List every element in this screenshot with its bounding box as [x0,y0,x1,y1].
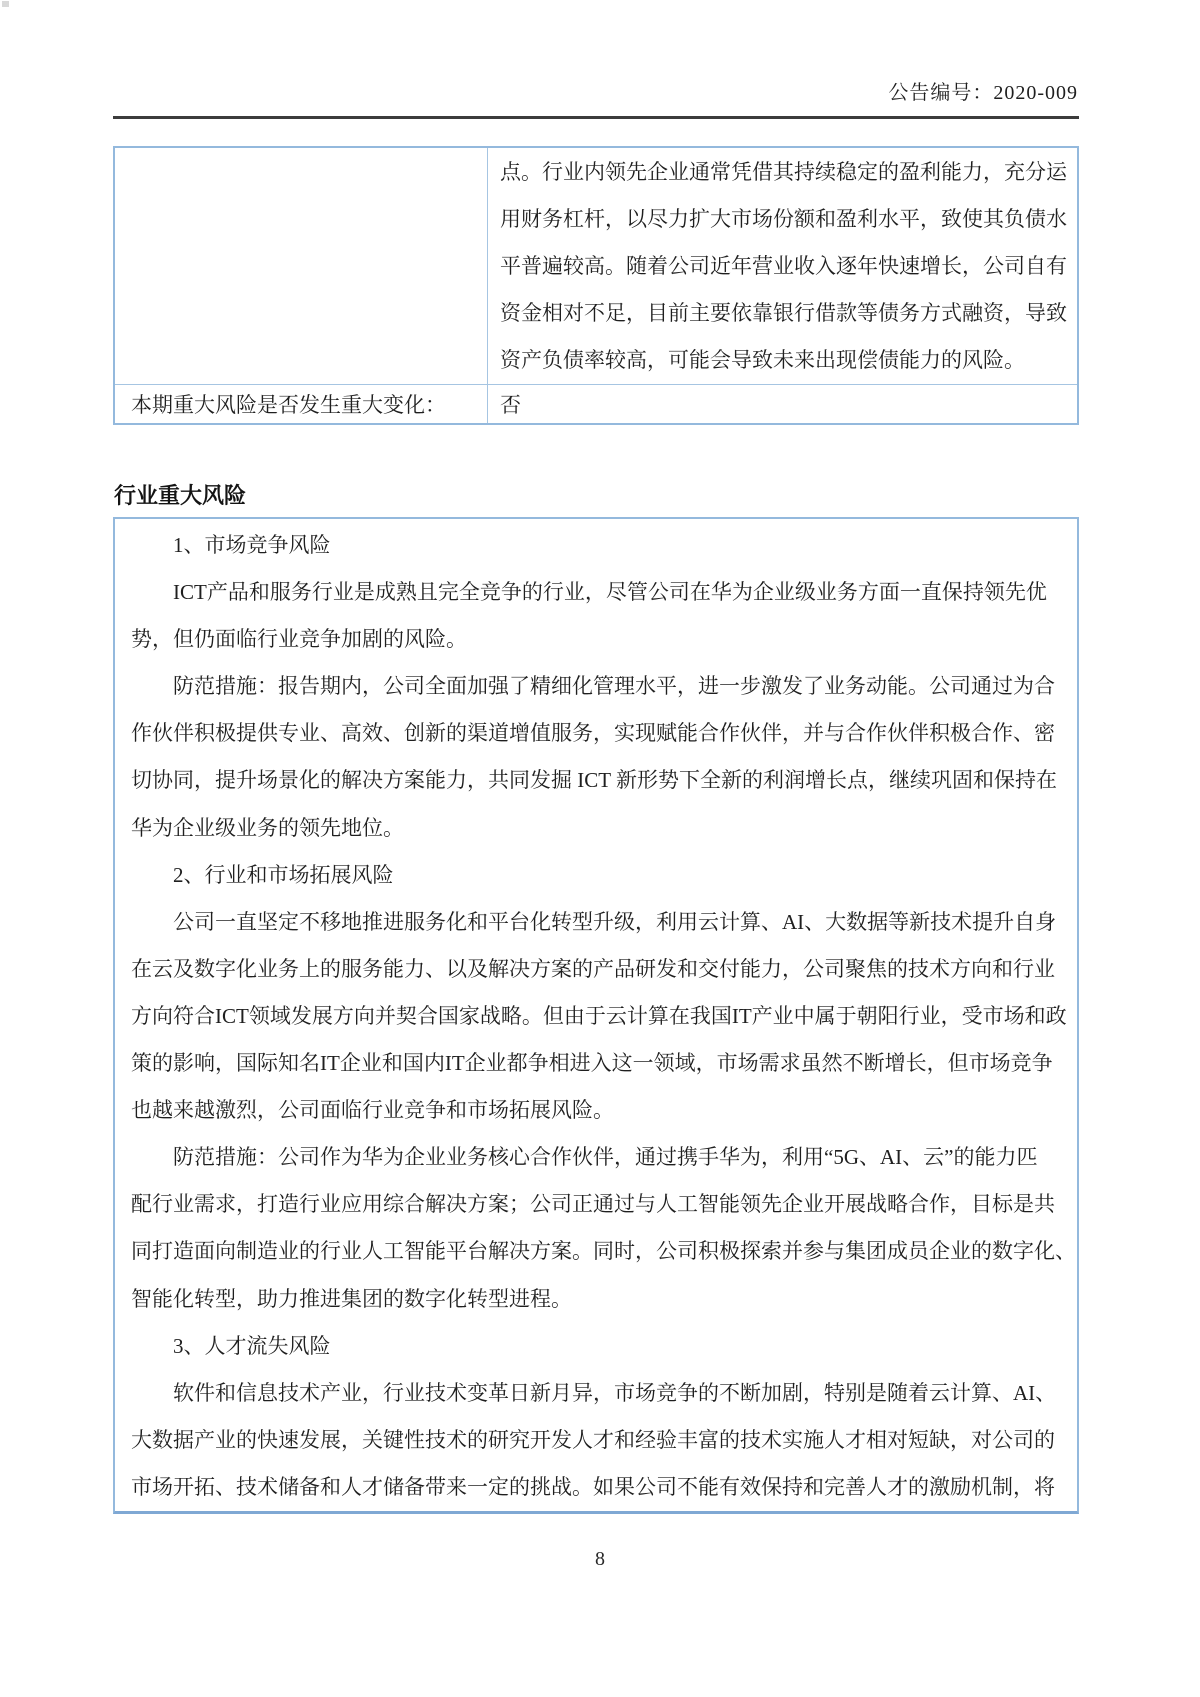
section-title-industry-risk: 行业重大风险 [114,483,247,508]
box-text-line: 防范措施：公司作为华为企业业务核心合作伙伴，通过携手华为，利用“5G、AI、云”的能力匹 [173,1145,1038,1170]
box-text-line: 智能化转型，助力推进集团的数字化转型进程。 [131,1286,572,1311]
table-row-risk-description [115,148,1077,384]
table-row-change-question [115,384,1077,423]
box-text-line: 切协同，提升场景化的解决方案能力，共同发掘 ICT 新形势下全新的利润增长点，继续巩固和保持在 [131,768,1057,793]
table-text-line: 资金相对不足，目前主要依靠银行借款等债务方式融资，导致 [500,301,1067,326]
box-text-line: 软件和信息技术产业，行业技术变革日新月异，市场竞争的不断加剧，特别是随着云计算、AI、 [173,1380,1057,1405]
scan-artifact [2,1,9,7]
table-cell-risk-text [488,148,1079,384]
box-text-line: 在云及数字化业务上的服务能力、以及解决方案的产品研发和交付能力，公司聚焦的技术方向和行业 [131,956,1055,981]
table-cell-empty-label [115,148,488,384]
table-text-line: 点。行业内领先企业通常凭借其持续稳定的盈利能力，充分运 [500,160,1067,184]
table-text-line: 平普遍较高。随着公司近年营业收入逐年快速增长，公司自有 [500,254,1067,279]
doc-number: 公告编号：2020-009 [888,82,1078,104]
table-text-line: 资产负债率较高，可能会导致未来出现偿债能力的风险。 [500,348,1025,373]
box-text-line: 也越来越激烈，公司面临行业竞争和市场拓展风险。 [131,1098,614,1123]
box-text-line: 配行业需求，打造行业应用综合解决方案；公司正通过与人工智能领先企业开展战略合作，目标是共 [131,1192,1055,1217]
box-subheading: 1、市场竞争风险 [173,533,331,557]
table-text-line: 用财务杠杆，以尽力扩大市场份额和盈利水平，致使其负债水 [500,207,1067,232]
table-cell-change-label: 本期重大风险是否发生重大变化： [115,385,488,423]
box-text-line: 作伙伴积极提供专业、高效、创新的渠道增值服务，实现赋能合作伙伴，并与合作伙伴积极合作、密 [131,721,1055,746]
box-subheading: 2、行业和市场拓展风险 [173,862,394,887]
box-text-line: 防范措施：报告期内，公司全面加强了精细化管理水平，进一步激发了业务动能。公司通过为合 [173,674,1055,699]
box-text-line: 华为企业级业务的领先地位。 [131,815,404,840]
box-text-line: 市场开拓、技术储备和人才储备带来一定的挑战。如果公司不能有效保持和完善人才的激励机制，将 [131,1474,1055,1499]
box-text-line: 方向符合ICT领域发展方向并契合国家战略。但由于云计算在我国IT产业中属于朝阳行业，受市场和政 [131,1003,1067,1028]
page-number: 8 [595,1548,605,1570]
industry-risk-box [113,517,1079,1514]
risk-table [113,146,1079,425]
box-text-line: ICT产品和服务行业是成熟且完全竞争的行业，尽管公司在华为企业级业务方面一直保持领先优 [173,580,1047,605]
box-subheading: 3、人才流失风险 [173,1333,331,1358]
table-cell-change-value: 否 [500,393,521,418]
header-rule [113,116,1079,119]
box-text-line: 策的影响，国际知名IT企业和国内IT企业都争相进入这一领域，市场需求虽然不断增长，但市场竞争 [131,1051,1053,1076]
box-text-line: 公司一直坚定不移地推进服务化和平台化转型升级，利用云计算、AI、大数据等新技术提升自身 [173,909,1057,934]
box-text-line: 大数据产业的快速发展，关键性技术的研究开发人才和经验丰富的技术实施人才相对短缺，对公司的 [131,1427,1055,1452]
box-text-line: 势，但仍面临行业竞争加剧的风险。 [131,627,467,652]
box-text-line: 同打造面向制造业的行业人工智能平台解决方案。同时，公司积极探索并参与集团成员企业的数字化、 [131,1239,1076,1264]
